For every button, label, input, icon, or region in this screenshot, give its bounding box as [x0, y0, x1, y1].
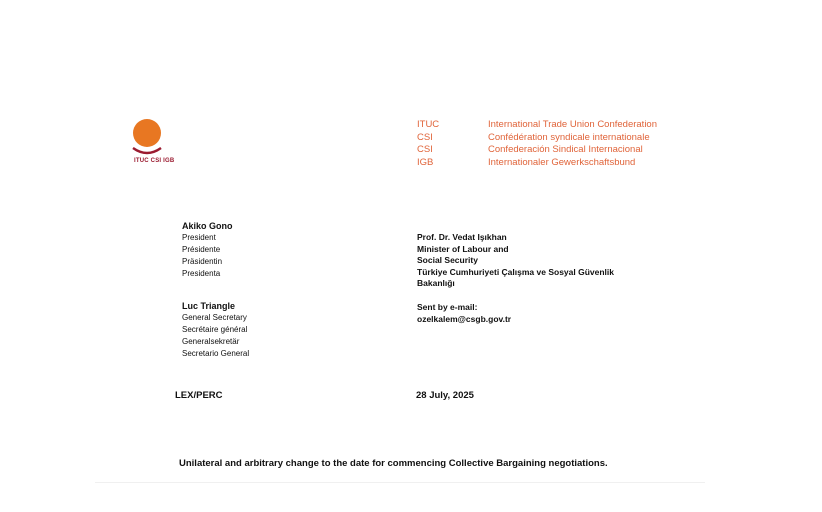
addressee-line: Türkiye Cumhuriyeti Çalışma ve Sosyal Güvenlik [417, 266, 614, 277]
signatory-title: Generalsekretär [182, 337, 240, 346]
signatory-title: President [182, 233, 216, 242]
addressee-line: Minister of Labour and [417, 243, 509, 254]
org-abbr: CSI [417, 131, 433, 143]
divider [95, 482, 705, 483]
org-row [417, 144, 657, 157]
org-name: Confédération syndicale internationale [488, 131, 650, 143]
sent-by-label: Sent by e-mail: [417, 302, 478, 312]
org-name: Internationaler Gewerkschaftsbund [488, 156, 636, 168]
sent-by-block [417, 302, 511, 325]
signatory-title: Secrétaire général [182, 325, 248, 334]
addressee-line: Bakanlığı [417, 278, 455, 288]
signatory-title: Secretario General [182, 349, 250, 358]
org-row [417, 119, 657, 132]
letter-subject: Unilateral and arbitrary change to the date for commencing Collective Bargaining negotiations. [179, 458, 608, 469]
org-abbr: CSI [417, 144, 433, 156]
reference-code: LEX/PERC [175, 390, 223, 401]
addressee-line: Social Security [417, 255, 478, 265]
signatory-title: Présidente [182, 245, 221, 254]
org-row [417, 157, 657, 170]
signatory-name: Luc Triangle [182, 301, 236, 311]
signatory-general-secretary [182, 300, 249, 360]
org-name: Confederación Sindical Internacional [488, 144, 643, 156]
organisation-names [417, 119, 657, 169]
org-row [417, 132, 657, 145]
addressee-line: Prof. Dr. Vedat Işıkhan [417, 232, 507, 242]
org-abbr: IGB [417, 156, 434, 168]
logo-text: ITUC CSI IGB [134, 158, 175, 164]
signatory-title: General Secretary [182, 313, 247, 322]
signatory-title: Presidenta [182, 269, 221, 278]
signatory-title: Präsidentin [182, 257, 223, 266]
email-address: ozelkalem@csgb.gov.tr [417, 313, 512, 324]
addressee-block [417, 232, 614, 290]
org-name: International Trade Union Confederation [488, 119, 658, 130]
letter-date: 28 July, 2025 [416, 390, 474, 401]
signatory-president [182, 220, 233, 280]
org-abbr: ITUC [417, 119, 440, 130]
signatory-name: Akiko Gono [182, 221, 233, 231]
